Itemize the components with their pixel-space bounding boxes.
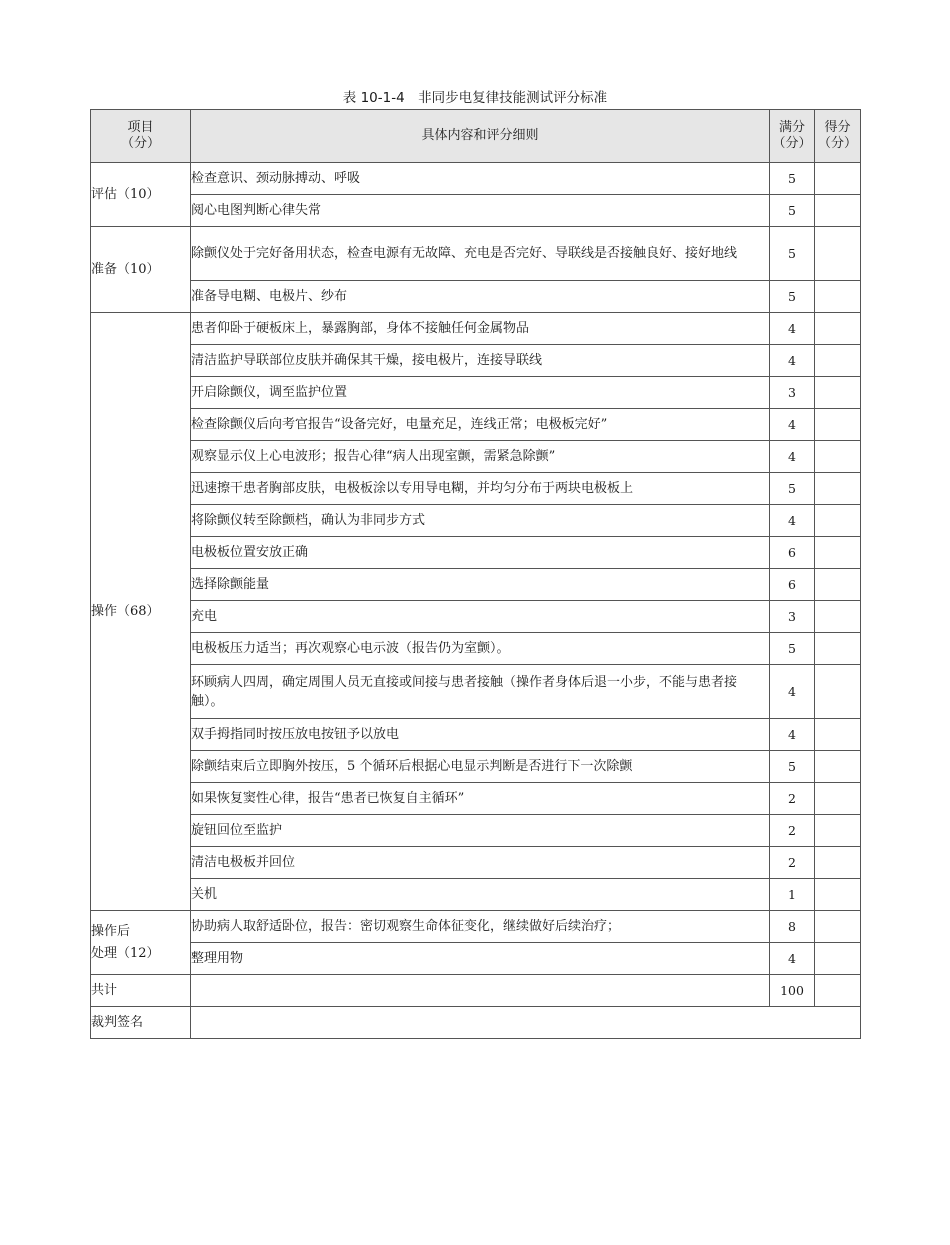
row-full-score: 2 [770,815,815,847]
row-content: 环顾病人四周，确定周围人员无直接或间接与患者接触（操作者身体后退一小步，不能与患者接触）。 [191,665,770,719]
table-header-row [91,110,861,163]
row-content: 整理用物 [191,943,770,975]
table-row [91,783,861,815]
table-row [91,441,861,473]
row-got-score[interactable] [815,633,861,665]
row-full-score: 4 [770,313,815,345]
section-name-assessment: 评估（10） [91,163,191,227]
section-name-line1: 操作后 [91,923,131,939]
row-got-score[interactable] [815,847,861,879]
row-full-score: 4 [770,345,815,377]
row-full-score: 6 [770,569,815,601]
row-content: 如果恢复窦性心律，报告“患者已恢复自主循环” [191,783,770,815]
row-full-score: 3 [770,601,815,633]
header-item [91,110,191,163]
row-got-score[interactable] [815,441,861,473]
row-full-score: 2 [770,847,815,879]
signature-row [91,1007,861,1039]
row-got-score[interactable] [815,665,861,719]
row-got-score[interactable] [815,719,861,751]
table-row [91,345,861,377]
row-got-score[interactable] [815,345,861,377]
row-full-score: 1 [770,879,815,911]
row-content: 电极板压力适当；再次观察心电示波（报告仍为室颤）。 [191,633,770,665]
row-full-score: 5 [770,633,815,665]
row-full-score: 5 [770,163,815,195]
row-got-score[interactable] [815,783,861,815]
table-row [91,409,861,441]
row-got-score[interactable] [815,227,861,281]
row-got-score[interactable] [815,505,861,537]
row-content: 除颤仪处于完好备用状态，检查电源有无故障、充电是否完好、导联线是否接触良好、接好地线 [191,227,770,281]
row-content: 除颤结束后立即胸外按压，5 个循环后根据心电显示判断是否进行下一次除颤 [191,751,770,783]
row-content: 检查意识、颈动脉搏动、呼吸 [191,163,770,195]
row-got-score[interactable] [815,163,861,195]
table-row [91,943,861,975]
row-got-score[interactable] [815,473,861,505]
table-row [91,377,861,409]
row-content: 协助病人取舒适卧位，报告：密切观察生命体征变化，继续做好后续治疗； [191,911,770,943]
row-full-score: 5 [770,751,815,783]
table-row [91,505,861,537]
table-row [91,815,861,847]
row-content: 开启除颤仪，调至监护位置 [191,377,770,409]
table-row [91,665,861,719]
table-row [91,473,861,505]
header-got-score [815,110,861,163]
header-full-score [770,110,815,163]
row-content: 检查除颤仪后向考官报告“设备完好，电量充足，连线正常；电极板完好” [191,409,770,441]
table-row [91,569,861,601]
row-full-score: 4 [770,409,815,441]
row-got-score[interactable] [815,409,861,441]
row-content: 关机 [191,879,770,911]
section-name-operation: 操作（68） [91,313,191,911]
section-name-post-operation [91,911,191,975]
total-row [91,975,861,1007]
row-content: 阅心电图判断心律失常 [191,195,770,227]
row-got-score[interactable] [815,943,861,975]
signature-label: 裁判签名 [91,1007,191,1039]
row-got-score[interactable] [815,537,861,569]
table-row [91,537,861,569]
row-got-score[interactable] [815,879,861,911]
row-got-score[interactable] [815,815,861,847]
header-full-line1: 满分 [778,120,805,135]
row-full-score: 8 [770,911,815,943]
row-content: 选择除颤能量 [191,569,770,601]
total-label: 共计 [91,975,191,1007]
row-content: 迅速擦干患者胸部皮肤，电极板涂以专用导电糊，并均匀分布于两块电极板上 [191,473,770,505]
row-full-score: 5 [770,473,815,505]
table-caption: 表 10-1-4 非同步电复律技能测试评分标准 [342,90,608,106]
row-content: 患者仰卧于硬板床上，暴露胸部，身体不接触任何金属物品 [191,313,770,345]
row-full-score: 4 [770,441,815,473]
header-item-line1: 项目 [127,120,154,135]
row-full-score: 4 [770,943,815,975]
row-content: 充电 [191,601,770,633]
row-content: 清洁监护导联部位皮肤并确保其干燥，接电极片，连接导联线 [191,345,770,377]
row-content: 准备导电糊、电极片、纱布 [191,281,770,313]
signature-field[interactable] [191,1007,861,1039]
table-row [91,227,861,281]
row-got-score[interactable] [815,751,861,783]
row-content: 清洁电极板并回位 [191,847,770,879]
total-full-score: 100 [770,975,815,1007]
row-full-score: 5 [770,281,815,313]
row-full-score: 4 [770,505,815,537]
row-full-score: 3 [770,377,815,409]
row-got-score[interactable] [815,195,861,227]
row-full-score: 5 [770,227,815,281]
header-got-line1: 得分 [824,120,851,135]
scoring-table [90,109,861,1039]
table-row [91,847,861,879]
table-row [91,195,861,227]
row-full-score: 6 [770,537,815,569]
row-full-score: 4 [770,665,815,719]
row-content: 双手拇指同时按压放电按钮予以放电 [191,719,770,751]
header-got-line2: （分） [817,136,857,151]
table-row [91,751,861,783]
table-row [91,879,861,911]
table-row [91,911,861,943]
row-got-score[interactable] [815,601,861,633]
table-row [91,719,861,751]
row-got-score[interactable] [815,313,861,345]
total-content [191,975,770,1007]
row-got-score[interactable] [815,377,861,409]
row-content: 观察显示仪上心电波形；报告心律“病人出现室颤，需紧急除颤” [191,441,770,473]
header-item-line2: （分） [120,136,160,151]
row-content: 将除颤仪转至除颤档，确认为非同步方式 [191,505,770,537]
table-row [91,633,861,665]
header-content: 具体内容和评分细则 [191,110,770,163]
row-got-score[interactable] [815,911,861,943]
header-full-line2: （分） [772,136,812,151]
row-content: 旋钮回位至监护 [191,815,770,847]
section-name-preparation: 准备（10） [91,227,191,313]
table-row [91,313,861,345]
section-name-line2: 处理（12） [91,945,160,961]
table-row [91,281,861,313]
row-got-score[interactable] [815,281,861,313]
table-row [91,601,861,633]
row-full-score: 5 [770,195,815,227]
row-full-score: 2 [770,783,815,815]
table-row [91,163,861,195]
row-got-score[interactable] [815,569,861,601]
row-content: 电极板位置安放正确 [191,537,770,569]
total-got-score[interactable] [815,975,861,1007]
row-full-score: 4 [770,719,815,751]
